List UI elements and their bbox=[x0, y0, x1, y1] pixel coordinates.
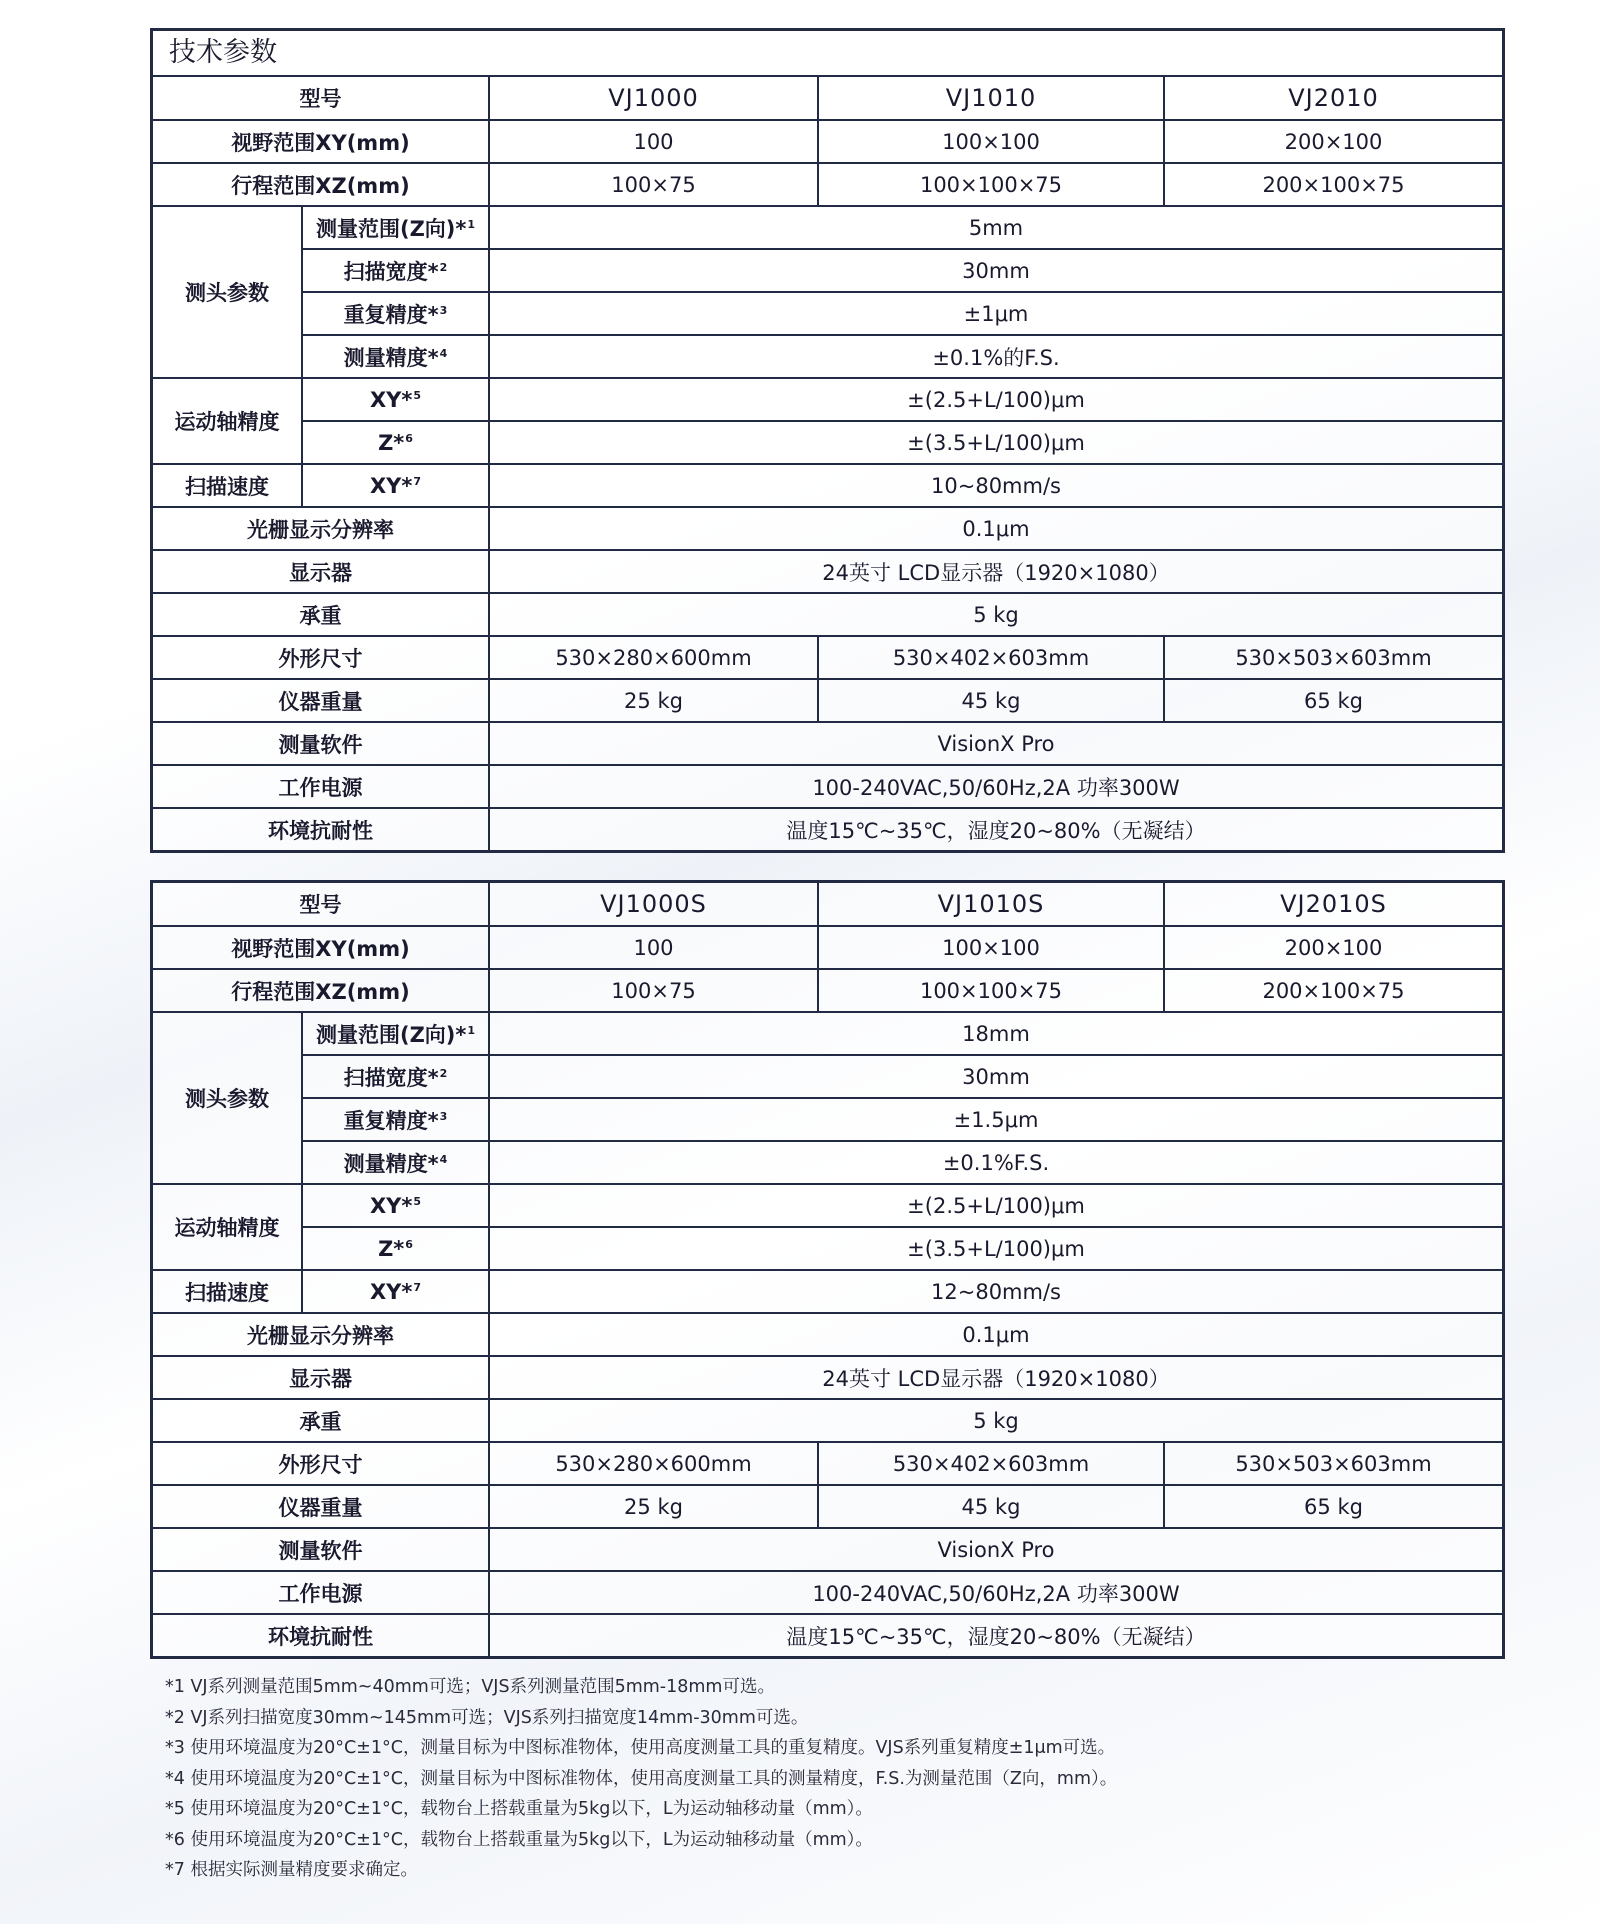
value-cell: 100×100 bbox=[818, 926, 1164, 969]
spec-panel-vjs bbox=[150, 880, 1505, 1659]
table-row bbox=[153, 464, 1502, 507]
row-label-scan-speed-xy bbox=[302, 1270, 489, 1313]
table-row bbox=[153, 1270, 1502, 1313]
value-cell: 25 kg bbox=[489, 1485, 818, 1528]
model-cell: VJ1000S bbox=[489, 883, 818, 926]
value-cell: 45 kg bbox=[818, 1485, 1164, 1528]
row-label-axis-z bbox=[302, 421, 489, 464]
row-label-axis-xy bbox=[302, 378, 489, 421]
table-row bbox=[153, 1098, 1502, 1141]
row-label-environment: 环境抗耐性 bbox=[153, 1614, 489, 1656]
row-label-axis-xy bbox=[302, 1184, 489, 1227]
row-label-grating: 光栅显示分辨率 bbox=[153, 1313, 489, 1356]
row-label-accuracy bbox=[302, 335, 489, 378]
table-row bbox=[153, 1012, 1502, 1055]
table-row bbox=[153, 1313, 1502, 1356]
table-row bbox=[153, 1399, 1502, 1442]
footnote: *3 使用环境温度为20°C±1°C，测量目标为中图标准物体，使用高度测量工具的重复精度。VJS系列重复精度±1μm可选。 bbox=[165, 1738, 1116, 1758]
table-row bbox=[153, 636, 1502, 679]
row-label-power: 工作电源 bbox=[153, 765, 489, 808]
footnote-ref: 6 bbox=[405, 1237, 413, 1251]
table-row bbox=[153, 926, 1502, 969]
footnote: *2 VJ系列扫描宽度30mm~145mm可选；VJS系列扫描宽度14mm-30mm可选。 bbox=[165, 1707, 809, 1728]
row-label-model: 型号 bbox=[153, 883, 489, 926]
row-label-dimensions: 外形尺寸 bbox=[153, 1442, 489, 1485]
footnote-ref: 5 bbox=[413, 1194, 422, 1208]
value-cell: 45 kg bbox=[818, 679, 1164, 722]
model-cell: VJ1010 bbox=[818, 77, 1164, 120]
value-cell: 100 bbox=[489, 120, 818, 163]
table-row bbox=[153, 550, 1502, 593]
value-cell: 5 kg bbox=[489, 1399, 1502, 1442]
table-row bbox=[153, 163, 1502, 206]
value-cell: 530×280×600mm bbox=[489, 1442, 818, 1485]
table-row bbox=[153, 292, 1502, 335]
footnote-ref: 5 bbox=[413, 388, 422, 402]
row-label-weight: 仪器重量 bbox=[153, 1485, 489, 1528]
row-label-weight: 仪器重量 bbox=[153, 679, 489, 722]
table-row bbox=[153, 1571, 1502, 1614]
model-cell: VJ2010S bbox=[1164, 883, 1502, 926]
table-row bbox=[153, 808, 1502, 850]
row-label-repeatability bbox=[302, 1098, 489, 1141]
footnote-ref: 4 bbox=[439, 346, 448, 360]
row-label-load: 承重 bbox=[153, 1399, 489, 1442]
value-cell: 530×280×600mm bbox=[489, 636, 818, 679]
value-cell: 12~80mm/s bbox=[489, 1270, 1502, 1313]
value-cell: 200×100 bbox=[1164, 926, 1502, 969]
value-cell: ±0.1%的F.S. bbox=[489, 335, 1502, 378]
group-label-probe: 测头参数 bbox=[153, 206, 302, 378]
value-cell: 100×75 bbox=[489, 163, 818, 206]
model-cell: VJ1000 bbox=[489, 77, 818, 120]
table-row bbox=[153, 1485, 1502, 1528]
value-cell: 10~80mm/s bbox=[489, 464, 1502, 507]
label-text: Z* bbox=[378, 430, 405, 455]
footnote-ref: 1 bbox=[467, 1023, 476, 1037]
table-row bbox=[153, 593, 1502, 636]
row-label-scan-width bbox=[302, 1055, 489, 1098]
row-label-fov: 视野范围XY(mm) bbox=[153, 120, 489, 163]
row-label-power: 工作电源 bbox=[153, 1571, 489, 1614]
label-text: 测量范围(Z向)* bbox=[315, 216, 467, 241]
value-cell: 5mm bbox=[489, 206, 1502, 249]
table-row bbox=[153, 1227, 1502, 1270]
row-label-scan-width bbox=[302, 249, 489, 292]
value-cell: ±(2.5+L/100)μm bbox=[489, 1184, 1502, 1227]
value-cell: 530×402×603mm bbox=[818, 1442, 1164, 1485]
table-row bbox=[153, 1528, 1502, 1571]
table-row bbox=[153, 1356, 1502, 1399]
value-cell: 100-240VAC,50/60Hz,2A 功率300W bbox=[489, 765, 1502, 808]
row-label-accuracy bbox=[302, 1141, 489, 1184]
footnote: *6 使用环境温度为20°C±1°C，载物台上搭载重量为5kg以下，L为运动轴移动量（mm）。 bbox=[165, 1829, 873, 1850]
row-label-scan-speed-xy bbox=[302, 464, 489, 507]
value-cell: 200×100×75 bbox=[1164, 969, 1502, 1012]
value-cell: ±0.1%F.S. bbox=[489, 1141, 1502, 1184]
value-cell: 温度15℃~35℃，湿度20~80%（无凝结） bbox=[489, 1614, 1502, 1656]
row-label-grating: 光栅显示分辨率 bbox=[153, 507, 489, 550]
footnote: *4 使用环境温度为20°C±1°C，测量目标为中图标准物体，使用高度测量工具的测量精度，F.S.为测量范围（Z向，mm）。 bbox=[165, 1768, 1118, 1789]
footnote: *1 VJ系列测量范围5mm~40mm可选；VJS系列测量范围5mm-18mm可选。 bbox=[165, 1677, 775, 1697]
value-cell: 30mm bbox=[489, 1055, 1502, 1098]
value-cell: 200×100×75 bbox=[1164, 163, 1502, 206]
row-label-display: 显示器 bbox=[153, 1356, 489, 1399]
value-cell: ±(2.5+L/100)μm bbox=[489, 378, 1502, 421]
row-label-software: 测量软件 bbox=[153, 1528, 489, 1571]
footnotes bbox=[165, 1672, 1545, 1886]
label-text: Z* bbox=[378, 1236, 405, 1261]
row-label-load: 承重 bbox=[153, 593, 489, 636]
value-cell: ±(3.5+L/100)μm bbox=[489, 1227, 1502, 1270]
label-text: XY* bbox=[369, 387, 413, 412]
label-text: 测量范围(Z向)* bbox=[315, 1022, 467, 1047]
group-label-scan-speed: 扫描速度 bbox=[153, 1270, 302, 1313]
row-label-probe-range bbox=[302, 1012, 489, 1055]
table-row bbox=[153, 206, 1502, 249]
value-cell: VisionX Pro bbox=[489, 1528, 1502, 1571]
row-label-travel: 行程范围XZ(mm) bbox=[153, 969, 489, 1012]
value-cell: 530×503×603mm bbox=[1164, 1442, 1502, 1485]
group-label-axis: 运动轴精度 bbox=[153, 1184, 302, 1270]
row-label-repeatability bbox=[302, 292, 489, 335]
label-text: 测量精度* bbox=[343, 1151, 439, 1176]
table-row bbox=[153, 969, 1502, 1012]
value-cell: 100×100 bbox=[818, 120, 1164, 163]
table-row bbox=[153, 765, 1502, 808]
group-label-probe: 测头参数 bbox=[153, 1012, 302, 1184]
value-cell: 30mm bbox=[489, 249, 1502, 292]
footnote-ref: 3 bbox=[439, 1109, 448, 1123]
table-row bbox=[153, 679, 1502, 722]
table-row bbox=[153, 378, 1502, 421]
value-cell: 100×100×75 bbox=[818, 163, 1164, 206]
label-text: 重复精度* bbox=[343, 302, 439, 327]
value-cell: 65 kg bbox=[1164, 1485, 1502, 1528]
footnote-ref: 1 bbox=[467, 217, 476, 231]
group-label-scan-speed: 扫描速度 bbox=[153, 464, 302, 507]
row-label-axis-z bbox=[302, 1227, 489, 1270]
footnote-ref: 7 bbox=[413, 474, 422, 488]
label-text: 重复精度* bbox=[343, 1108, 439, 1133]
table-row bbox=[153, 335, 1502, 378]
section-title: 技术参数 bbox=[153, 31, 1502, 77]
label-text: 扫描宽度* bbox=[343, 259, 439, 284]
footnote-ref: 7 bbox=[413, 1280, 422, 1294]
table-row bbox=[153, 1184, 1502, 1227]
value-cell: 65 kg bbox=[1164, 679, 1502, 722]
value-cell: 24英寸 LCD显示器（1920×1080） bbox=[489, 1356, 1502, 1399]
footnote-ref: 2 bbox=[439, 1066, 448, 1080]
table-row bbox=[153, 1614, 1502, 1656]
value-cell: 18mm bbox=[489, 1012, 1502, 1055]
row-label-dimensions: 外形尺寸 bbox=[153, 636, 489, 679]
table-row bbox=[153, 1055, 1502, 1098]
table-row bbox=[153, 883, 1502, 926]
value-cell: 0.1μm bbox=[489, 507, 1502, 550]
spec-panel-vj bbox=[150, 28, 1505, 853]
value-cell: 530×402×603mm bbox=[818, 636, 1164, 679]
footnote-ref: 6 bbox=[405, 431, 413, 445]
label-text: XY* bbox=[369, 1193, 413, 1218]
footnote-ref: 3 bbox=[439, 303, 448, 317]
table-row bbox=[153, 1442, 1502, 1485]
label-text: 测量精度* bbox=[343, 345, 439, 370]
value-cell: 100×100×75 bbox=[818, 969, 1164, 1012]
value-cell: 100×75 bbox=[489, 969, 818, 1012]
model-cell: VJ1010S bbox=[818, 883, 1164, 926]
value-cell: 24英寸 LCD显示器（1920×1080） bbox=[489, 550, 1502, 593]
value-cell: ±1.5μm bbox=[489, 1098, 1502, 1141]
value-cell: 0.1μm bbox=[489, 1313, 1502, 1356]
value-cell: 100-240VAC,50/60Hz,2A 功率300W bbox=[489, 1571, 1502, 1614]
value-cell: 200×100 bbox=[1164, 120, 1502, 163]
row-label-probe-range bbox=[302, 206, 489, 249]
group-label-axis: 运动轴精度 bbox=[153, 378, 302, 464]
row-label-model: 型号 bbox=[153, 77, 489, 120]
label-text: 扫描宽度* bbox=[343, 1065, 439, 1090]
table-row bbox=[153, 507, 1502, 550]
table-row bbox=[153, 120, 1502, 163]
value-cell: ±1μm bbox=[489, 292, 1502, 335]
label-text: XY* bbox=[369, 1279, 413, 1304]
value-cell: 25 kg bbox=[489, 679, 818, 722]
table-row bbox=[153, 249, 1502, 292]
footnote-ref: 2 bbox=[439, 260, 448, 274]
table-row bbox=[153, 722, 1502, 765]
row-label-fov: 视野范围XY(mm) bbox=[153, 926, 489, 969]
table-row bbox=[153, 421, 1502, 464]
spec-table-vjs bbox=[153, 883, 1502, 1656]
value-cell: 温度15℃~35℃，湿度20~80%（无凝结） bbox=[489, 808, 1502, 850]
row-label-travel: 行程范围XZ(mm) bbox=[153, 163, 489, 206]
footnote: *5 使用环境温度为20°C±1°C，载物台上搭载重量为5kg以下，L为运动轴移动量（mm）。 bbox=[165, 1799, 873, 1819]
footnote: *7 根据实际测量精度要求确定。 bbox=[165, 1860, 418, 1880]
value-cell: 5 kg bbox=[489, 593, 1502, 636]
table-row bbox=[153, 77, 1502, 120]
value-cell: 100 bbox=[489, 926, 818, 969]
row-label-software: 测量软件 bbox=[153, 722, 489, 765]
spec-table-vj bbox=[153, 77, 1502, 850]
value-cell: VisionX Pro bbox=[489, 722, 1502, 765]
value-cell: 530×503×603mm bbox=[1164, 636, 1502, 679]
table-row bbox=[153, 1141, 1502, 1184]
model-cell: VJ2010 bbox=[1164, 77, 1502, 120]
label-text: XY* bbox=[369, 473, 413, 498]
row-label-environment: 环境抗耐性 bbox=[153, 808, 489, 850]
row-label-display: 显示器 bbox=[153, 550, 489, 593]
value-cell: ±(3.5+L/100)μm bbox=[489, 421, 1502, 464]
footnote-ref: 4 bbox=[439, 1152, 448, 1166]
